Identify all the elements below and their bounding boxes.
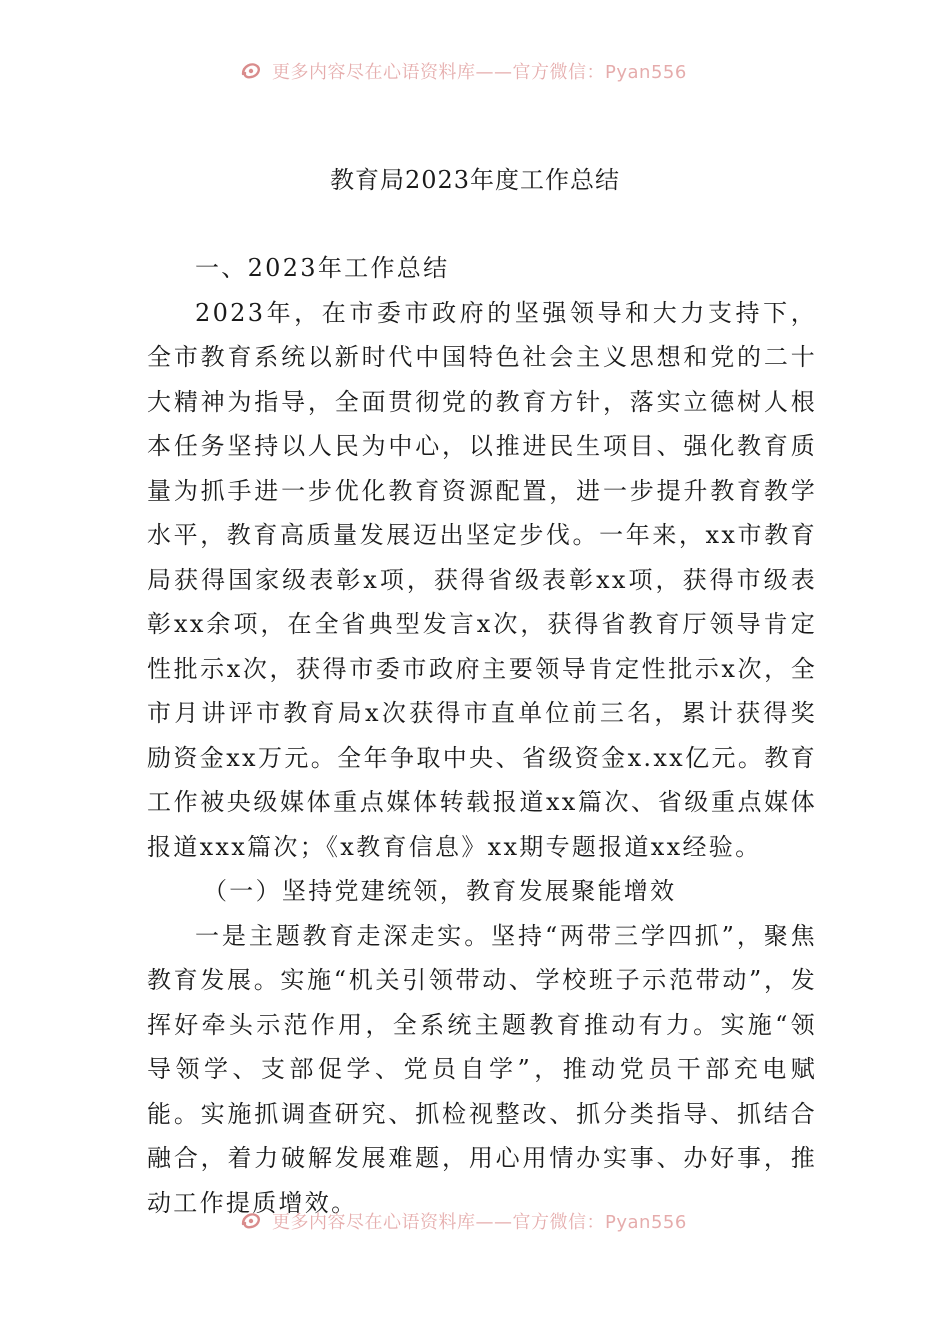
watermark-text: 更多内容尽在心语资料库——官方微信：Pyan556 — [272, 62, 687, 83]
footer-watermark — [240, 1208, 687, 1234]
brand-logo-icon — [240, 1210, 262, 1232]
point-paragraph: 一是主题教育走深走实。坚持“两带三学四抓”，聚焦教育发展。实施“机关引领带动、学校班子示范带动”，发挥好牵头示范作用，全系统主题教育推动有力。实施“领导领学、支部促学、党员自学”，推动党员干部充电赋能。实施抓调查研究、抓检视整改、抓分类指导、抓结合融合，着力破解发展难题，用心用情办实事、办好事，推动工作提质增效。 — [147, 921, 817, 1217]
watermark-text: 更多内容尽在心语资料库——官方微信：Pyan556 — [272, 1212, 687, 1233]
document-body — [147, 246, 817, 1225]
intro-paragraph: 2023年，在市委市政府的坚强领导和大力支持下，全市教育系统以新时代中国特色社会主义思想和党的二十大精神为指导，全面贯彻党的教育方针，落实立德树人根本任务坚持以人民为中心，以推进民生项目、强化教育质量为抓手进一步优化教育资源配置，进一步提升教育教学水平，教育高质量发展迈出坚定步伐。一年来，xx市教育局获得国家级表彰x项，获得省级表彰xx项，获得市级表彰xx余项，在全省典型发言x次，获得省教育厅领导肯定性批示x次，获得市委市政府主要领导肯定性批示x次，全市月讲评市教育局x次获得市直单位前三名，累计获得奖励资金xx万元。全年争取中央、省级资金x.xx亿元。教育工作被央级媒体重点媒体转载报道xx篇次、省级重点媒体报道xxx篇次；《x教育信息》xx期专题报道xx经验。 — [147, 298, 817, 861]
subsection-heading: （一）坚持党建统领，教育发展聚能增效 — [203, 877, 677, 905]
section-heading: 一、2023年工作总结 — [195, 254, 450, 282]
brand-logo-icon — [240, 60, 262, 82]
document-title: 教育局2023年度工作总结 — [329, 166, 621, 194]
header-watermark — [240, 58, 687, 84]
